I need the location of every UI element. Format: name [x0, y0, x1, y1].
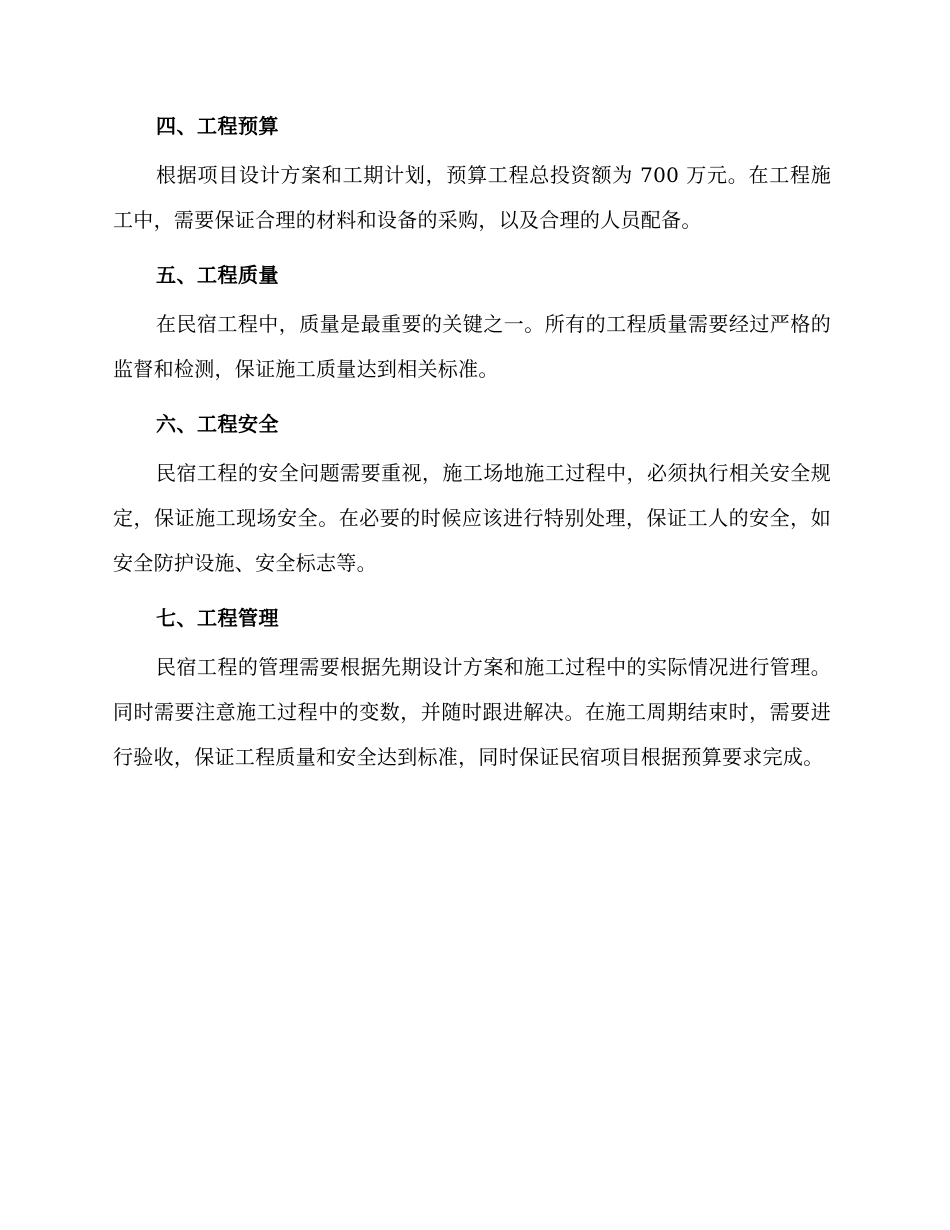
section-body-safety: 民宿工程的安全问题需要重视，施工场地施工过程中，必须执行相关安全规定，保证施工现场安全。在必要的时候应该进行特别处理，保证工人的安全，如安全防护设施、安全标志等。 — [113, 461, 831, 575]
document-body — [113, 108, 831, 794]
section-heading-management: 七、工程管理 — [156, 606, 279, 630]
section-body-quality: 在民宿工程中，质量是最重要的关键之一。所有的工程质量需要经过严格的监督和检测，保证施工质量达到相关标准。 — [113, 312, 831, 381]
section-heading-quality: 五、工程质量 — [156, 263, 279, 287]
section-body-management: 民宿工程的管理需要根据先期设计方案和施工过程中的实际情况进行管理。同时需要注意施工过程中的变数，并随时跟进解决。在施工周期结束时，需要进行验收，保证工程质量和安全达到标准，同时保证民宿项目根据预算要求完成。 — [113, 655, 831, 769]
section-heading-safety: 六、工程安全 — [156, 412, 279, 436]
section-body-budget: 根据项目设计方案和工期计划，预算工程总投资额为 700 万元。在工程施工中，需要保证合理的材料和设备的采购，以及合理的人员配备。 — [113, 163, 831, 232]
section-heading-budget: 四、工程预算 — [156, 114, 279, 138]
